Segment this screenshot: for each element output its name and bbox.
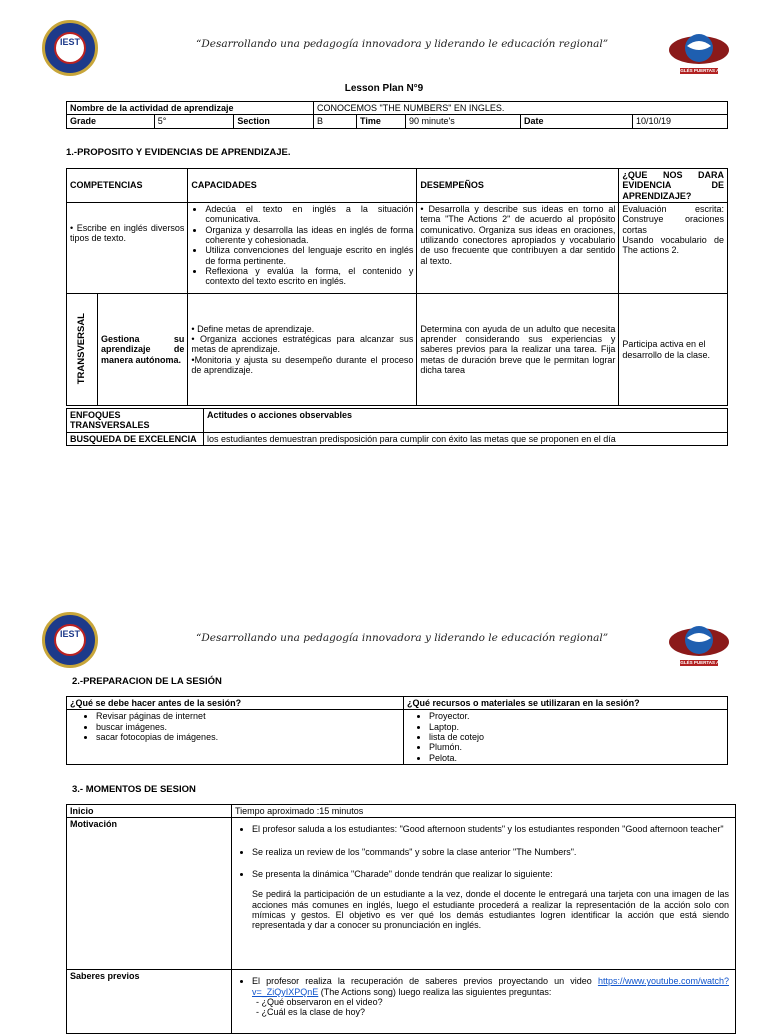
header-capacidades: CAPACIDADES bbox=[188, 169, 417, 203]
desempenos-2: Determina con ayuda de un adulto que necesita aprender considerando sus experiencias y saberes previos para la realizar una tarea. Fija metas de duración breve que le permitan lograr dicha tarea bbox=[417, 294, 619, 406]
enfoque-busqueda: BUSQUEDA DE EXCELENCIA bbox=[67, 432, 204, 445]
prep-before-item: • buscar imágenes. bbox=[96, 722, 400, 732]
capacidad-item: • Adecúa el texto en inglés a la situación comunicativa. bbox=[205, 204, 413, 225]
section-value: B bbox=[314, 115, 357, 128]
capacidad-item: • Define metas de aprendizaje. bbox=[191, 323, 315, 334]
saberes-text-a: El profesor realiza la recuperación de saberes previos proyectando un video bbox=[252, 976, 592, 987]
evidencia-1-a: Evaluación escrita: Construye oraciones cortas bbox=[622, 204, 724, 235]
capacidad-item: • Utiliza convenciones del lenguaje escrito en inglés de forma pertinente. bbox=[205, 245, 413, 266]
saberes-item bbox=[252, 976, 729, 997]
saberes-text-b: (The Actions song) luego realiza las siguientes preguntas: bbox=[320, 986, 552, 997]
evidencia-1 bbox=[619, 203, 728, 294]
enfoques-table bbox=[66, 408, 728, 446]
capacidad-item: • Reflexiona y evalúa la forma, el contenido y contexto del texto escrito en inglés. bbox=[205, 266, 413, 287]
logo-right-text-page2: INGLÉS PUERTAS AL MUNDO bbox=[675, 660, 723, 670]
motivacion-item: • El profesor saluda a los estudiantes: "Good afternoon students" y los estudiantes responden "Good afternoon teacher" bbox=[252, 824, 729, 834]
capacidades-2 bbox=[188, 294, 417, 406]
capacidad-item: • Organiza y desarrolla las ideas en inglés de forma coherente y cohesionada. bbox=[205, 225, 413, 246]
purpose-table bbox=[66, 168, 728, 406]
header-evidencia: ¿QUE NOS DARA EVIDENCIA DE APRENDIZAJE? bbox=[619, 169, 728, 203]
header-desempenos: DESEMPEÑOS bbox=[417, 169, 619, 203]
prep-resources-header: ¿Qué recursos o materiales se utilizaran en la sesión? bbox=[404, 697, 728, 710]
prep-resources-list bbox=[404, 710, 728, 765]
inicio-label: Inicio bbox=[67, 805, 232, 818]
capacidades-1 bbox=[188, 203, 417, 294]
question-item: - ¿Qué observaron en el video? bbox=[256, 997, 729, 1007]
saberes-content bbox=[232, 970, 736, 1034]
date-label: Date bbox=[521, 115, 633, 128]
school-logo-left-page2 bbox=[42, 612, 98, 668]
competencia-1: • Escribe en inglés diversos tipos de texto. bbox=[67, 203, 188, 294]
motivacion-description: Se pedirá la participación de un estudiante a la vez, donde el docente le entregará una tarjeta con una imagen de las acciones más comunes en inglés, luego el estudiante procederá a realizar la representación de la acción solo con mímicas y gestos. El objetivo es ver qué los demás estudiantes logren identificar la acción que está siendo representada y dar a conocer su pronunciación en inglés. bbox=[252, 889, 729, 931]
question-item: - ¿Cuál es la clase de hoy? bbox=[256, 1007, 729, 1017]
evidencia-2: Participa activa en el desarrollo de la clase. bbox=[619, 294, 728, 406]
grade-label: Grade bbox=[67, 115, 155, 128]
capacidad-item: • Organiza acciones estratégicas para alcanzar sus metas de aprendizaje. bbox=[191, 334, 414, 355]
motivacion-item: • Se presenta la dinámica "Charade" donde tendrán que realizar lo siguiente: bbox=[252, 869, 729, 879]
evidencia-1-b: Usando vocabulario de The actions 2. bbox=[622, 235, 724, 256]
time-label: Time bbox=[357, 115, 406, 128]
english-logo-right-page2 bbox=[664, 610, 734, 674]
grade-value: 5° bbox=[154, 115, 234, 128]
logo-left-text: IEST bbox=[59, 37, 80, 47]
prep-table bbox=[66, 696, 728, 765]
lesson-title: Lesson Plan N°9 bbox=[344, 83, 424, 94]
school-logo-left bbox=[42, 20, 98, 76]
enfoques-header: ENFOQUES TRANSVERSALES bbox=[67, 409, 204, 433]
motivacion-content bbox=[232, 818, 736, 970]
resource-item: • lista de cotejo bbox=[429, 732, 724, 742]
logo-right-text: INGLÉS PUERTAS AL MUNDO bbox=[675, 68, 723, 78]
actitudes-header: Actitudes o acciones observables bbox=[204, 409, 728, 433]
resource-item: • Laptop. bbox=[429, 722, 724, 732]
motto-page2: “Desarrollando una pedagogía innovadora y liderando le educación regional” bbox=[196, 632, 609, 644]
section2-title: 2.-PREPARACION DE LA SESIÓN bbox=[72, 676, 222, 687]
date-value: 10/10/19 bbox=[633, 115, 728, 128]
header-competencias: COMPETENCIAS bbox=[67, 169, 188, 203]
activity-value: CONOCEMOS "THE NUMBERS" EN INGLES. bbox=[314, 102, 728, 115]
prep-before-header: ¿Qué se debe hacer antes de la sesión? bbox=[67, 697, 404, 710]
saberes-label: Saberes previos bbox=[67, 970, 232, 1034]
resource-item: • Proyector. bbox=[429, 711, 724, 721]
logo-left-text-page2: IEST bbox=[59, 629, 80, 639]
capacidad-item: •Monitoria y ajusta su desempeño durante el proceso de aprendizaje. bbox=[191, 354, 414, 376]
section-label: Section bbox=[234, 115, 314, 128]
resource-item: • Plumón. bbox=[429, 742, 724, 752]
video-link[interactable]: https://www.youtube.com/watch?v=_ZiQyIXPQnE bbox=[252, 976, 729, 997]
resource-item: • Pelota. bbox=[429, 753, 724, 763]
enfoque-actitud: los estudiantes demuestran predisposición para cumplir con éxito las metas que se proponen en el día bbox=[204, 432, 728, 445]
competencia-1-text: Escribe en inglés diversos tipos de texto. bbox=[70, 223, 185, 244]
activity-label: Nombre de la actividad de aprendizaje bbox=[67, 102, 314, 115]
moments-table bbox=[66, 804, 736, 1034]
competencia-2: Gestiona su aprendizaje de manera autónoma. bbox=[98, 294, 188, 406]
motivacion-label: Motivación bbox=[67, 818, 232, 970]
prep-before-item: • Revisar páginas de internet bbox=[96, 711, 400, 721]
transversal-label: TRANSVERSAL bbox=[75, 312, 87, 384]
prep-before-list bbox=[67, 710, 404, 765]
info-table bbox=[66, 101, 728, 129]
english-logo-right bbox=[664, 18, 734, 82]
motto-page1: “Desarrollando una pedagogía innovadora y liderando le educación regional” bbox=[196, 38, 609, 50]
desempenos-1: • Desarrolla y describe sus ideas en torno al tema "The Actions 2" de acuerdo al propósito comunicativo. Organiza sus ideas en oraciones, utilizando conectores apropiados y vocabulario de uso frecuente que contribuyen a dar sentido al texto. bbox=[417, 203, 619, 294]
time-value: 90 minute's bbox=[406, 115, 521, 128]
section3-title: 3.- MOMENTOS DE SESION bbox=[72, 784, 196, 795]
motivacion-item: • Se realiza un review de los "commands" y sobre la clase anterior "The Numbers". bbox=[252, 847, 729, 857]
inicio-time: Tiempo aproximado :15 minutos bbox=[232, 805, 736, 818]
transversal-label-cell bbox=[67, 294, 98, 406]
section1-title: 1.-PROPOSITO Y EVIDENCIAS DE APRENDIZAJE. bbox=[66, 147, 291, 158]
prep-before-item: • sacar fotocopias de imágenes. bbox=[96, 732, 400, 742]
